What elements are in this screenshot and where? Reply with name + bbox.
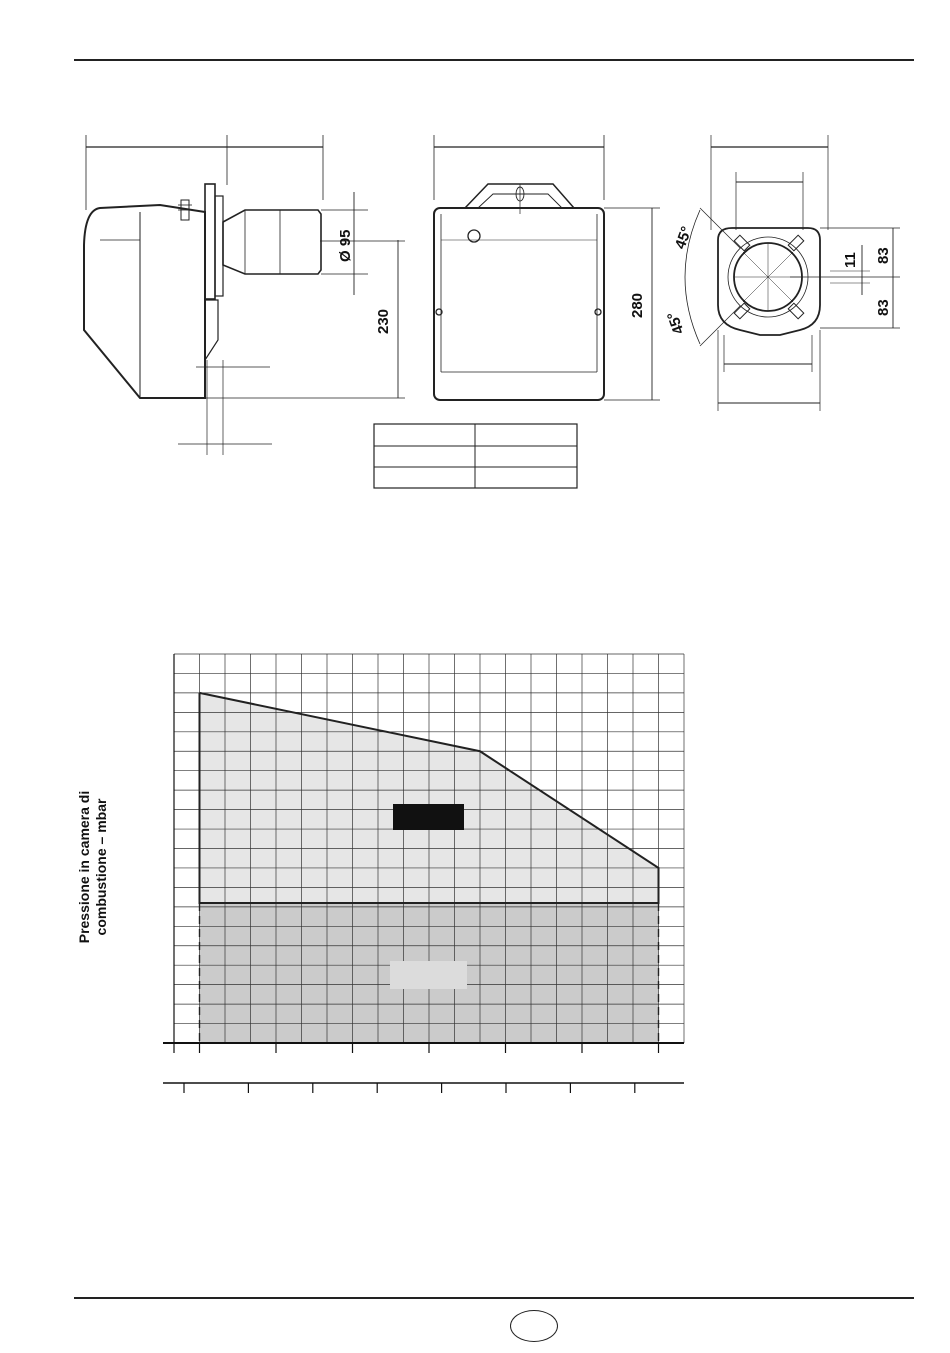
angle-bottom-label: 45° bbox=[664, 309, 688, 337]
startup-field-label-box bbox=[390, 961, 467, 989]
angle-top-label: 45° bbox=[671, 224, 696, 252]
nozzle-diameter-label: Ø 95 bbox=[337, 229, 354, 262]
dimension-table bbox=[374, 424, 577, 488]
dim-83-top-label: 83 bbox=[875, 247, 892, 264]
footer-rule bbox=[74, 1297, 914, 1299]
chart-y-axis-label: Pressione in camera di combustione – mbar bbox=[76, 790, 109, 944]
working-field-chart bbox=[0, 640, 950, 1120]
working-field-label-box bbox=[393, 804, 464, 830]
height-280-label: 280 bbox=[629, 292, 646, 318]
side-view bbox=[84, 135, 405, 455]
flange-view bbox=[685, 135, 900, 411]
burner-dimension-drawing bbox=[0, 0, 950, 520]
page-number-oval bbox=[510, 1310, 558, 1342]
dim-11-label: 11 bbox=[842, 252, 859, 268]
dim-83-bottom-label: 83 bbox=[875, 299, 892, 316]
front-view bbox=[434, 135, 660, 400]
height-230-label: 230 bbox=[375, 308, 392, 334]
